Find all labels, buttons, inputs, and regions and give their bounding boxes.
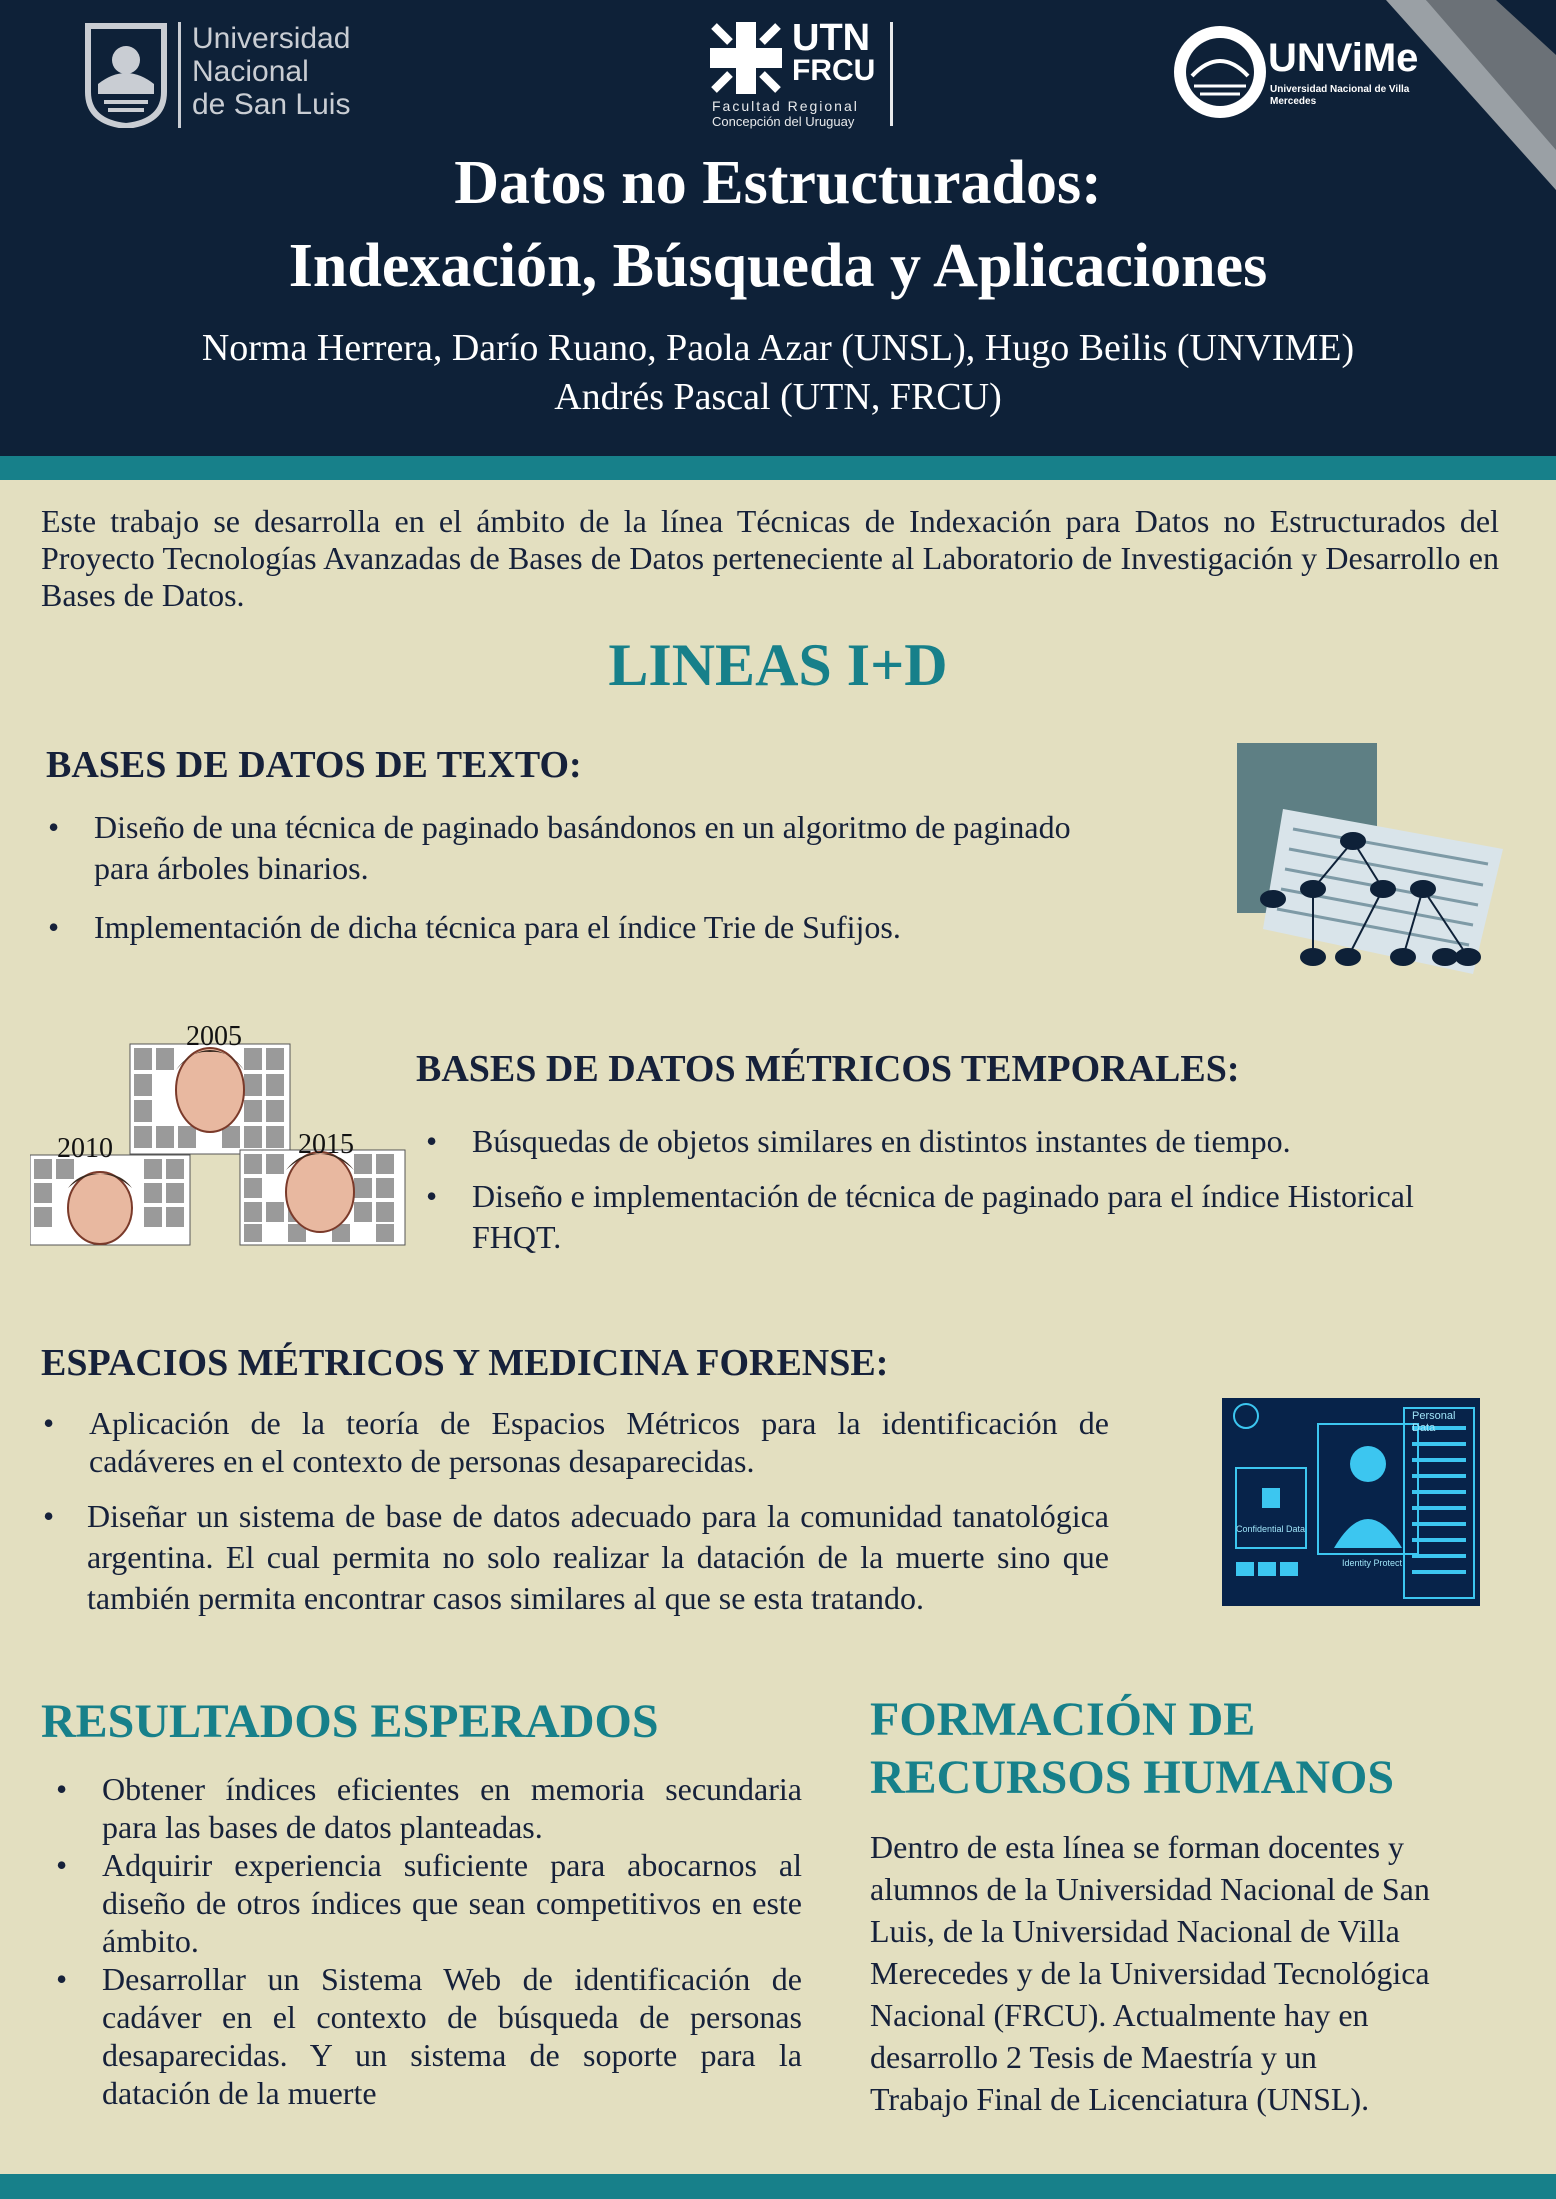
formacion-line-1: Dentro de esta línea se forman docentes y (870, 1829, 1405, 1865)
list-item: • Diseñar un sistema de base de datos adecuado para la comunidad tanatológica argentina. El cual permita no solo realizar la datación de la muerte sino que también permita encontrar casos similares al que se esta tratando. (43, 1498, 1109, 1616)
unvime-logo (1172, 24, 1442, 124)
year-label-2005: 2005 (186, 1021, 242, 1052)
metricos-bullets (424, 1121, 1434, 1276)
forense-bullets (41, 1404, 1109, 1637)
footer-band (0, 2174, 1556, 2199)
unsl-name-line2: Nacional (192, 55, 309, 88)
metricos-bullet-2: Diseño e implementación de técnica de paginado para el índice Historical FHQT. (472, 1178, 1414, 1255)
formacion-line-4: Merecedes y de la Universidad Tecnológica (870, 1955, 1430, 1991)
metricos-bullet-1: Búsquedas de objetos similares en distintos instantes de tiempo. (472, 1123, 1291, 1159)
unvime-seal-icon (1172, 24, 1268, 120)
unsl-shield-icon (84, 22, 168, 128)
texto-heading: BASES DE DATOS DE TEXTO: (46, 744, 582, 786)
formacion-line-6: desarrollo 2 Tesis de Maestría y un (870, 2039, 1317, 2075)
formacion-heading-line1: FORMACIÓN DE (870, 1693, 1256, 1746)
identity-data-image (1222, 1398, 1480, 1606)
utn-sub: FRCU (792, 54, 876, 87)
list-item: • Búsquedas de objetos similares en distintos instantes de tiempo. (426, 1123, 1291, 1159)
list-item: • Diseño e implementación de técnica de paginado para el índice Historical FHQT. (426, 1178, 1414, 1255)
identity-image-label-identity: Identity Protect (1342, 1558, 1403, 1568)
list-item: • Adquirir experiencia suficiente para abocarnos al diseño de otros índices que sean competitivos en este ámbito. (56, 1847, 802, 1959)
unsl-name-line1: Universidad (192, 22, 351, 55)
texto-bullet-1: Diseño de una técnica de paginado basándonos en un algoritmo de paginado para árboles binarios. (94, 809, 1071, 886)
identity-image-label-personal: Personal Data (1412, 1410, 1456, 1434)
formacion-line-5: Nacional (FRCU). Actualmente hay en (870, 1997, 1369, 2033)
poster-title-line1: Datos no Estructurados: (454, 149, 1102, 217)
utn-logo (710, 17, 910, 132)
authors-line1: Norma Herrera, Darío Ruano, Paola Azar (UNSL), Hugo Beilis (UNVIME) (201, 327, 1355, 369)
formacion-line-7: Trabajo Final de Licenciatura (UNSL). (870, 2081, 1370, 2117)
utn-emblem-icon (710, 22, 782, 94)
year-label-2010: 2010 (57, 1133, 113, 1164)
formacion-line-2: alumnos de la Universidad Nacional de San (870, 1871, 1430, 1907)
forense-bullet-2: Diseñar un sistema de base de datos adecuado para la comunidad tanatológica argentina. El cual permita no solo realizar la datación de la muerte sino que también permita encontrar casos similares al que se esta tratando. (87, 1498, 1109, 1616)
resultados-bullet-2: Adquirir experiencia suficiente para abocarnos al diseño de otros índices que sean competitivos en este ámbito. (102, 1847, 802, 1959)
header-divider (0, 456, 1556, 480)
unsl-logo (84, 22, 384, 132)
unvime-subtitle: Universidad Nacional de Villa Mercedes (1270, 84, 1410, 107)
utn-faculty-line2: Concepción del Uruguay (712, 114, 855, 129)
list-item: • Implementación de dicha técnica para el índice Trie de Sufijos. (48, 909, 901, 945)
suffix-tree-image (1233, 739, 1513, 979)
texto-bullets (46, 807, 1106, 966)
texto-bullet-2: Implementación de dicha técnica para el índice Trie de Sufijos. (94, 909, 901, 945)
formacion-heading-line2: RECURSOS HUMANOS (870, 1751, 1395, 1804)
list-item: • Obtener índices eficientes en memoria secundaria para las bases de datos planteadas. (56, 1771, 802, 1845)
poster-header (0, 0, 1556, 456)
identity-image-label-confidential: Confidential Data (1236, 1524, 1306, 1534)
list-item: • Aplicación de la teoría de Espacios Métricos para la identificación de cadáveres en el contexto de personas desaparecidas. (43, 1405, 1109, 1479)
utn-faculty-line1: Facultad Regional (712, 98, 859, 114)
forense-bullet-1: Aplicación de la teoría de Espacios Métricos para la identificación de cadáveres en el contexto de personas desaparecidas. (89, 1405, 1109, 1479)
list-item: • Desarrollar un Sistema Web de identificación de cadáver en el contexto de búsqueda de personas desaparecidas. Y un sistema de soporte para la datación de la muerte (56, 1961, 802, 2111)
year-label-2015: 2015 (298, 1129, 354, 1160)
formacion-paragraph (870, 1826, 1530, 2120)
intro-paragraph: Este trabajo se desarrolla en el ámbito de la línea Técnicas de Indexación para Datos no Estructurados del Proyecto Tecnologías Avanzadas de Bases de Datos perteneciente al Laboratorio de Investigación y Desarrollo en Bases de Datos. (41, 503, 1499, 613)
authors-line2: Andrés Pascal (UTN, FRCU) (554, 376, 1002, 418)
face-timeline-image (30, 1020, 410, 1250)
unsl-name-line3: de San Luis (192, 88, 351, 121)
formacion-line-3: Luis, de la Universidad Nacional de Villa (870, 1913, 1400, 1949)
lineas-heading: LINEAS I+D (608, 632, 948, 698)
poster-title-line2: Indexación, Búsqueda y Aplicaciones (288, 232, 1268, 300)
unvime-name: UNViMe (1268, 36, 1419, 80)
resultados-bullet-1: Obtener índices eficientes en memoria secundaria para las bases de datos planteadas. (102, 1771, 802, 1845)
metricos-heading: BASES DE DATOS MÉTRICOS TEMPORALES: (416, 1048, 1240, 1090)
resultados-bullet-3: Desarrollar un Sistema Web de identificación de cadáver en el contexto de búsqueda de personas desaparecidas. Y un sistema de soporte para la datación de la muerte (102, 1961, 802, 2111)
resultados-heading: RESULTADOS ESPERADOS (41, 1695, 659, 1748)
list-item: • Diseño de una técnica de paginado basándonos en un algoritmo de paginado para árboles binarios. (48, 809, 1071, 886)
resultados-bullets (54, 1770, 802, 2112)
utn-mark: UTN (792, 17, 871, 59)
forense-heading: ESPACIOS MÉTRICOS Y MEDICINA FORENSE: (41, 1342, 889, 1384)
